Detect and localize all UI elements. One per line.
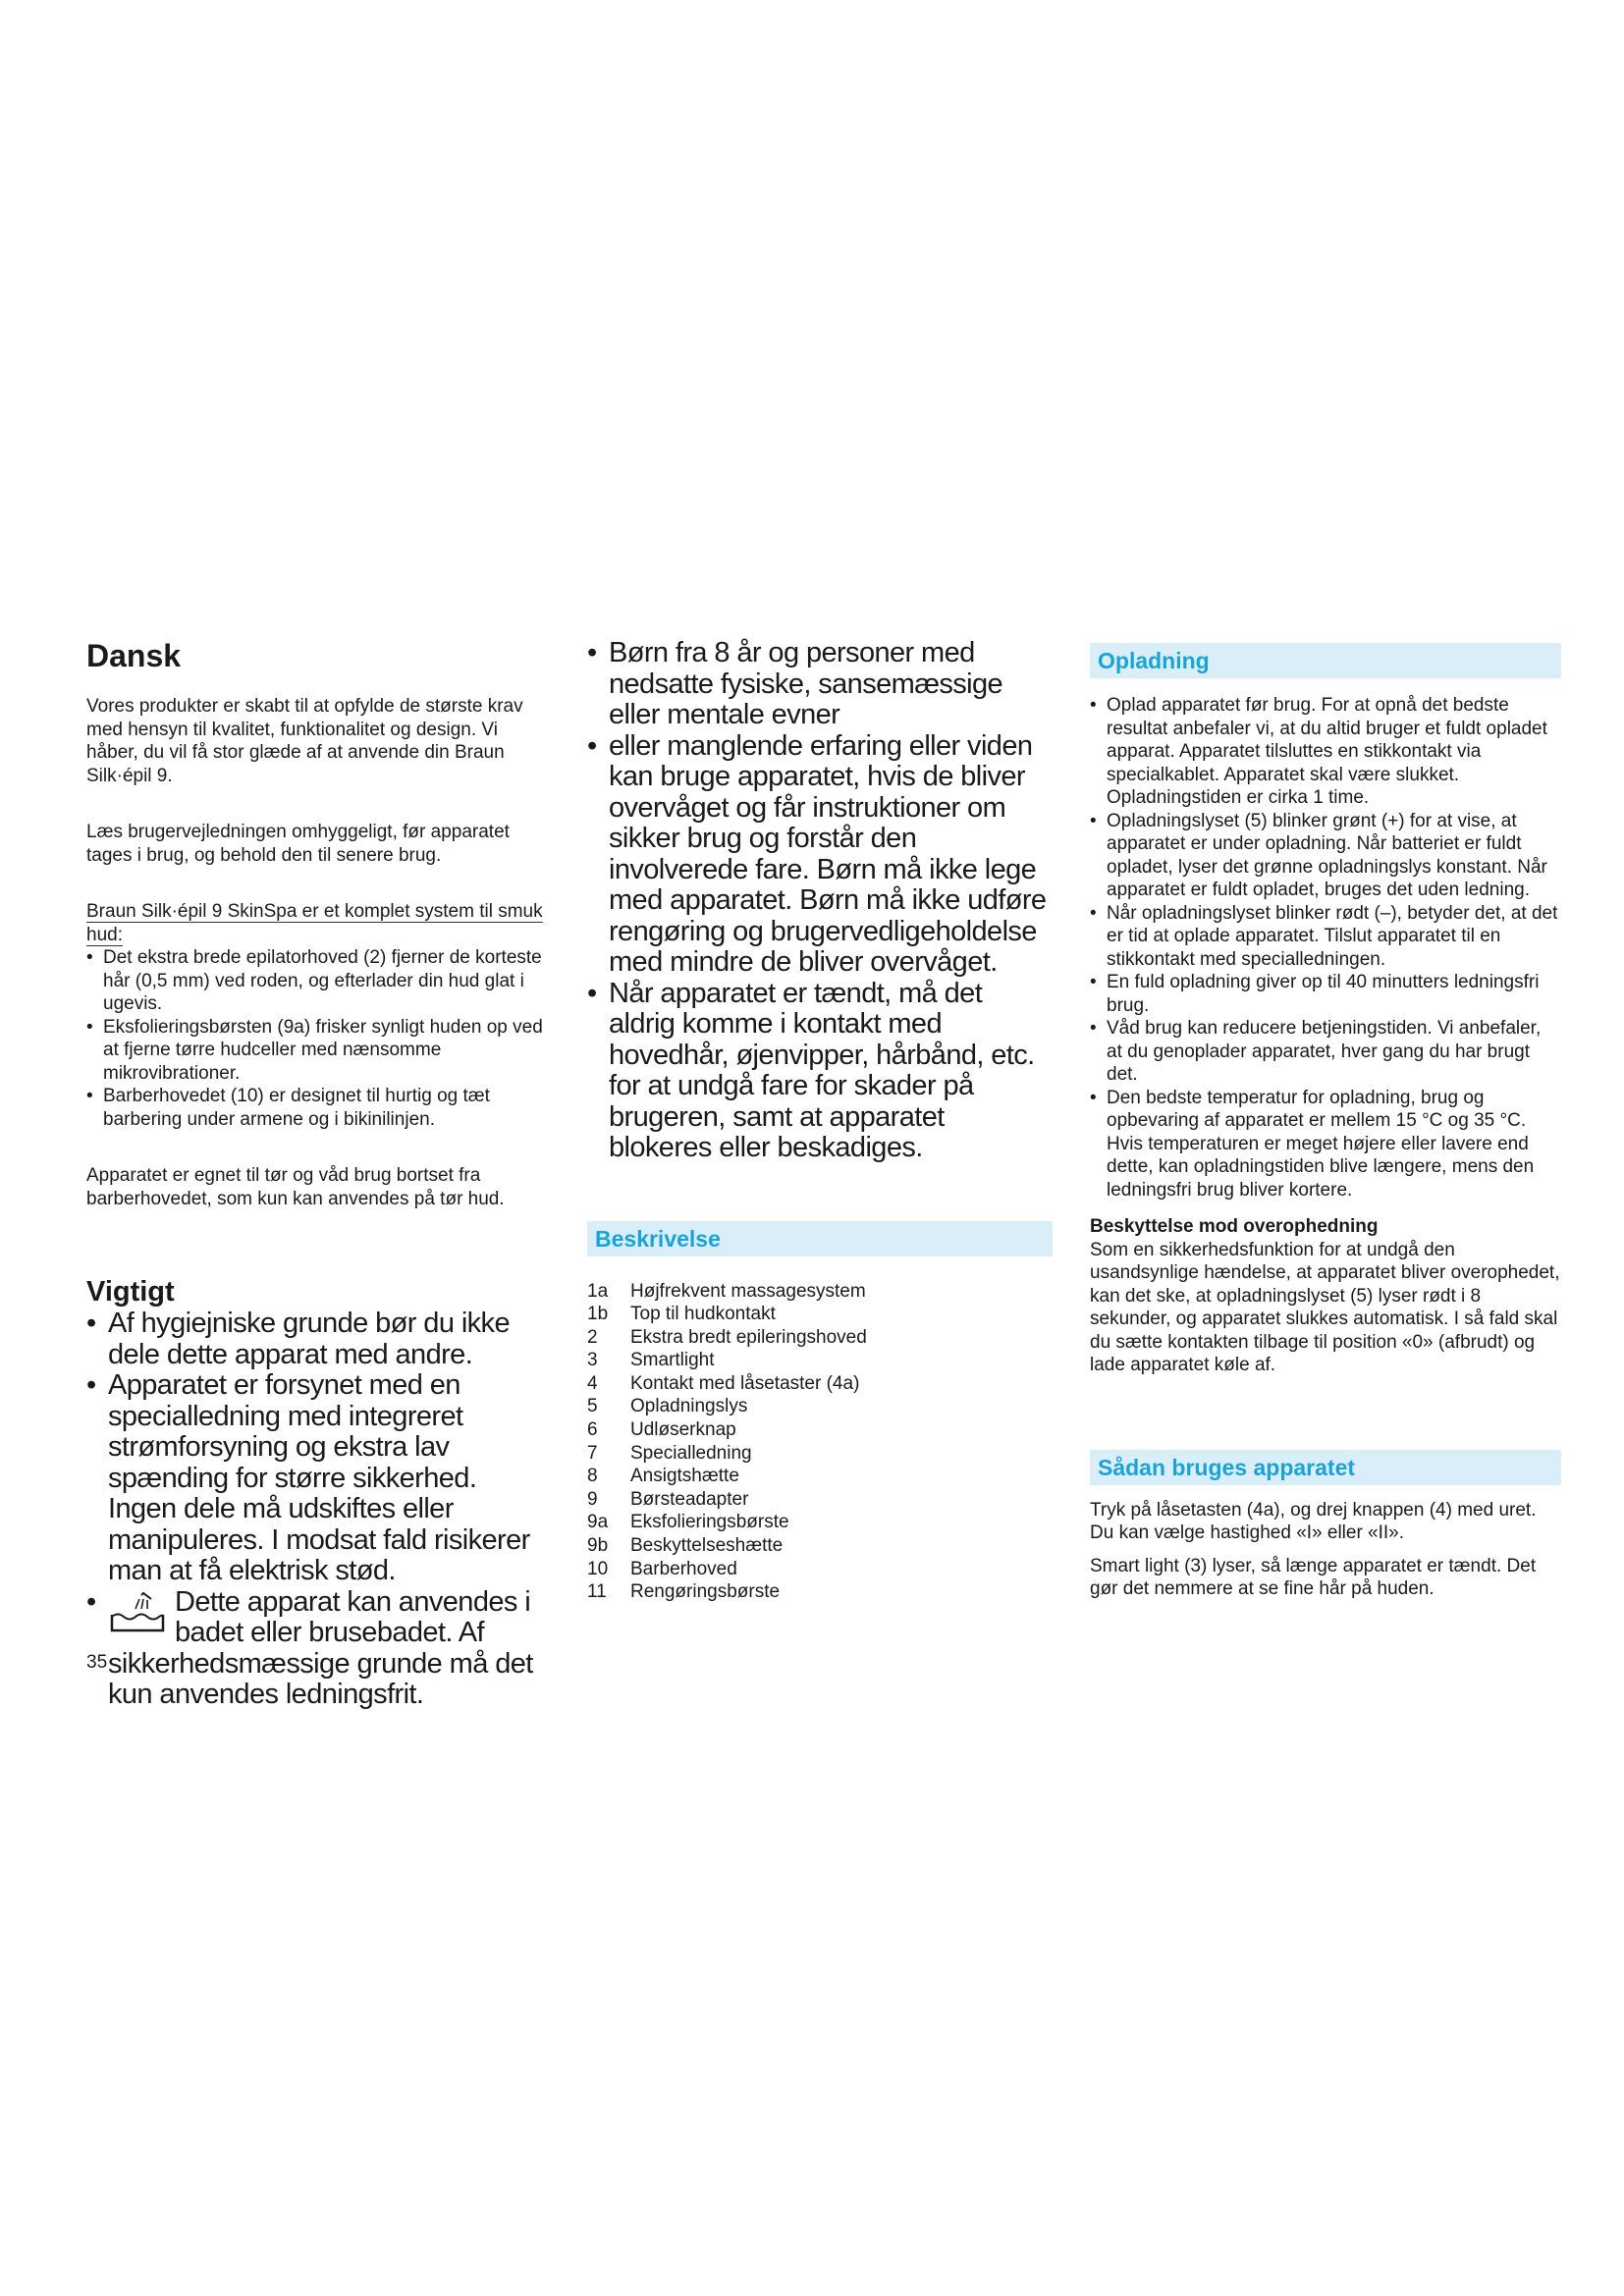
list-item xyxy=(587,1488,1053,1512)
item-label: Beskyttelseshætte xyxy=(630,1535,784,1557)
item-label: Rengøringsbørste xyxy=(630,1581,781,1603)
list-item xyxy=(587,1372,1053,1396)
read-instructions-paragraph: Læs brugervejledningen omhyggeligt, før apparatet tages i brug, og behold den til senere brug. xyxy=(86,822,510,866)
item-label: Top til hudkontakt xyxy=(630,1304,776,1325)
item-label: Kontakt med låsetaster (4a) xyxy=(630,1372,860,1394)
list-item: • En fuld opladning giver op til 40 minutters ledningsfri brug. xyxy=(1090,971,1561,1017)
item-number: 7 xyxy=(587,1442,598,1464)
list-item: • Eksfolieringsbørsten (9a) frisker synligt huden op ved at fjerne tørre hudceller med nænsomme mikrovibrationer. xyxy=(86,1016,550,1086)
list-item xyxy=(587,1580,1053,1604)
list-item xyxy=(587,1395,1053,1418)
item-number: 1b xyxy=(587,1304,609,1325)
item-number: 10 xyxy=(587,1558,609,1579)
overheat-heading: Beskyttelse mod overophedning xyxy=(1090,1216,1379,1237)
usage-paragraph-1: Tryk på låsetasten (4a), og drej knappen (4) med uret. Du kan vælge hastighed «I» eller «II». xyxy=(1090,1499,1537,1543)
item-number: 4 xyxy=(587,1372,598,1394)
column-left xyxy=(86,638,550,1711)
list-item: • Af hygiejniske grunde bør du ikke dele dette apparat med andre. xyxy=(86,1308,550,1370)
column-middle xyxy=(587,638,1053,1604)
item-label: Smartlight xyxy=(630,1350,715,1371)
list-item xyxy=(587,1418,1053,1442)
bath-list-item xyxy=(86,1587,550,1711)
item-number: 11 xyxy=(587,1581,607,1603)
charging-header xyxy=(1090,643,1561,678)
system-heading-text: Braun Silk·épil 9 SkinSpa er et komplet system til smuk hud: xyxy=(86,901,543,945)
page-number: 35 xyxy=(86,1652,108,1673)
description-list xyxy=(587,1280,1053,1604)
list-item: • Når opladningslyset blinker rødt (–), betyder det, at det er tid at oplade apparatet. Tilslut apparatet til en stikkontakt med specialledningen. xyxy=(1090,902,1561,972)
description-header xyxy=(587,1221,1053,1256)
important-list xyxy=(86,1308,550,1711)
list-item xyxy=(587,1280,1053,1304)
item-number: 5 xyxy=(587,1396,598,1417)
item-label: Eksfolieringsbørste xyxy=(630,1512,789,1533)
intro-paragraph: Vores produkter er skabt til at opfylde de største krav med hensyn til kvalitet, funktionalitet og design. Vi håber, du vil få stor glæde af at anvende din Braun Silk·épil 9. xyxy=(86,696,523,786)
list-item xyxy=(587,1558,1053,1581)
item-number: 8 xyxy=(587,1466,598,1487)
list-item xyxy=(587,1511,1053,1534)
usage-title: Sådan bruges apparatet xyxy=(1098,1454,1356,1480)
list-item: • Barberhovedet (10) er designet til hurtig og tæt barbering under armene og i bikinilinjen. xyxy=(86,1085,550,1131)
important-heading: Vigtigt xyxy=(86,1276,175,1308)
system-heading xyxy=(86,900,550,946)
list-item xyxy=(587,1303,1053,1326)
page-title: Dansk xyxy=(86,638,182,673)
list-item xyxy=(587,1442,1053,1466)
item-label: Specialledning xyxy=(630,1442,752,1464)
description-title: Beskrivelse xyxy=(595,1225,721,1252)
list-item: • Apparatet er forsynet med en specialledning med integreret strømforsyning og ekstra lav spænding for større sikkerhed. Ingen dele må udskiftes eller manipuleres. I modsat fald risikerer man at få elektrisk stød. xyxy=(86,1370,550,1587)
bath-text: Dette apparat kan anvendes i badet eller brusebadet. Af sikkerhedsmæssige grunde må det kun anvendes ledningsfrit. xyxy=(108,1585,533,1710)
list-item xyxy=(587,1465,1053,1488)
list-item: • Våd brug kan reducere betjeningstiden. Vi anbefaler, at du genoplader apparatet, hver gang du har brugt det. xyxy=(1090,1017,1561,1087)
charging-title: Opladning xyxy=(1098,648,1210,673)
list-item: • Børn fra 8 år og personer med nedsatte fysiske, sansemæssige eller mentale evner xyxy=(587,638,1053,731)
list-item: • Opladningslyset (5) blinker grønt (+) for at vise, at apparatet er under opladning. Når batteriet er fuldt opladet, lyser det grønne opladningslys konstant. Når apparatet er fuldt opladet, bruges det uden ledning. xyxy=(1090,810,1561,902)
item-label: Barberhoved xyxy=(630,1558,737,1579)
list-item xyxy=(587,1534,1053,1558)
system-list xyxy=(86,946,550,1131)
item-label: Børsteadapter xyxy=(630,1488,749,1510)
overheat-paragraph: Som en sikkerhedsfunktion for at undgå den usandsynlige hændelse, at apparatet bliver overophedet, kan det ske, at opladningslyset (5) lyser rødt i 8 sekunder, og apparatet slukkes automatisk. I så fald skal du sætte kontakten tilbage til position «0» (afbrudt) og lade apparatet køle af. xyxy=(1090,1239,1560,1375)
list-item: • Når apparatet er tændt, må det aldrig komme i kontakt med hovedhår, øjenvipper, hårbånd, etc. for at undgå fare for skader på brugeren, samt at apparatet blokeres eller beskadiges. xyxy=(587,979,1053,1164)
list-item: • Den bedste temperatur for opladning, brug og opbevaring af apparatet er mellem 15 °C og 35 °C. Hvis temperaturen er meget højere eller lavere end dette, kan opladningstiden blive længere, mens den ledningsfri brug bliver kortere. xyxy=(1090,1087,1561,1202)
item-number: 9a xyxy=(587,1512,609,1533)
list-item xyxy=(587,1349,1053,1372)
suitable-paragraph: Apparatet er egnet til tør og våd brug bortset fra barberhovedet, som kun kan anvendes på tør hud. xyxy=(86,1165,505,1209)
item-label: Udløserknap xyxy=(630,1419,736,1441)
item-number: 1a xyxy=(587,1280,609,1302)
item-number: 9b xyxy=(587,1535,609,1557)
list-item: • Oplad apparatet før brug. For at opnå det bedste resultat anbefaler vi, at du altid bruger et fuldt opladet apparat. Apparatet tilsluttes en stikkontakt via specialkablet. Apparatet skal være slukket. Opladningstiden er cirka 1 time. xyxy=(1090,694,1561,810)
usage-paragraph-2: Smart light (3) lyser, så længe apparatet er tændt. Det gør det nemmere at se fine hår på huden. xyxy=(1090,1555,1537,1599)
item-number: 3 xyxy=(587,1350,598,1371)
list-item xyxy=(587,1326,1053,1350)
item-label: Ansigtshætte xyxy=(630,1466,739,1487)
column-right xyxy=(1090,643,1561,1601)
list-item: • eller manglende erfaring eller viden kan bruge apparatet, hvis de bliver overvåget og får instruktioner om sikker brug og forstår den involverede fare. Børn må ikke lege med apparatet. Børn må ikke udføre rengøring og brugervedligeholdelse med mindre de bliver overvåget. xyxy=(587,731,1053,979)
safety-list xyxy=(587,638,1053,1164)
item-label: Højfrekvent massagesystem xyxy=(630,1280,866,1302)
usage-header xyxy=(1090,1450,1561,1485)
list-item: • Det ekstra brede epilatorhoved (2) fjerner de korteste hår (0,5 mm) ved roden, og efterlader din hud glat i ugevis. xyxy=(86,946,550,1016)
bath-icon xyxy=(108,1591,167,1634)
item-number: 6 xyxy=(587,1419,598,1441)
item-label: Ekstra bredt epileringshoved xyxy=(630,1326,867,1348)
charging-list xyxy=(1090,694,1561,1201)
item-label: Opladningslys xyxy=(630,1396,748,1417)
item-number: 2 xyxy=(587,1326,598,1348)
item-number: 9 xyxy=(587,1488,598,1510)
